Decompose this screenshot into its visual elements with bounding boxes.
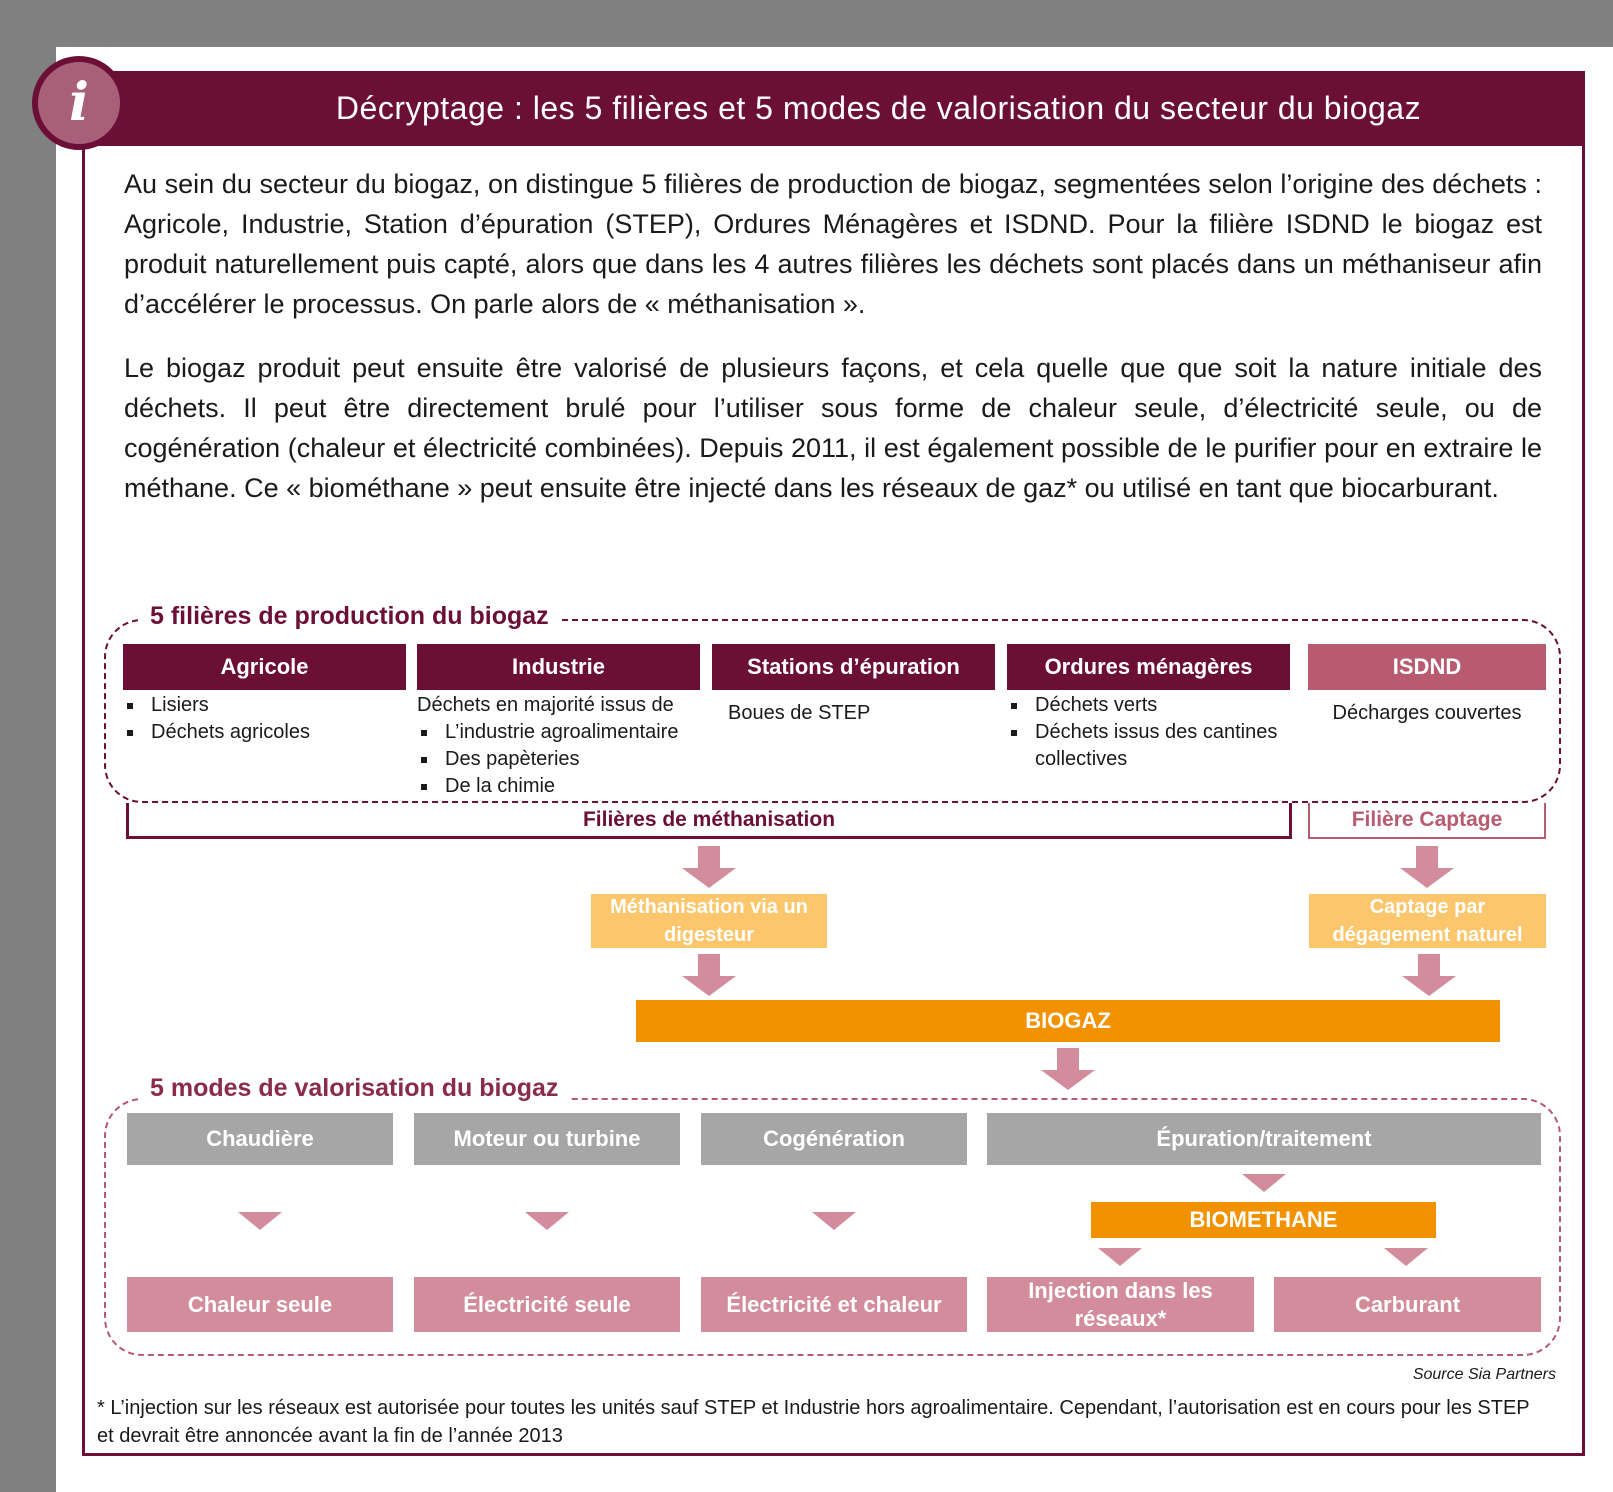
captage-label: Filière Captage (1351, 808, 1503, 831)
list-intro: Déchets en majorité issus de (417, 694, 674, 716)
filiere-header-agricole: Agricole (123, 644, 406, 690)
arrow-down-icon (1402, 954, 1456, 996)
captage-process-box: Captage par dégagement naturel (1309, 894, 1546, 948)
page-title: Décryptage : les 5 filières et 5 modes de valorisation du secteur du biogaz (335, 90, 1422, 126)
filiere-header-stations: Stations d’épuration (712, 644, 995, 690)
mode-cogeneration: Cogénération (701, 1113, 967, 1165)
output-electricite-chaleur: Électricité et chaleur (701, 1277, 967, 1332)
biogaz-box: BIOGAZ (636, 1000, 1500, 1042)
triangle-down-icon (525, 1212, 569, 1230)
list-item: Déchets verts (1007, 692, 1290, 719)
filiere-header-industrie: Industrie (417, 644, 700, 690)
mode-chaudiere: Chaudière (127, 1113, 393, 1165)
list-intro: Décharges couvertes (1332, 702, 1522, 724)
list-item: Lisiers (123, 692, 406, 719)
arrow-down-icon (1041, 1048, 1095, 1090)
list-intro: Boues de STEP (728, 702, 871, 724)
output-injection-reseaux: Injection dans les réseaux* (987, 1277, 1254, 1332)
intro-paragraph-2: Le biogaz produit peut ensuite être valorisé de plusieurs façons, et cela quelle que que soit la nature initiale des déchets. Il peut être directement brulé pour l’utiliser sous forme de chaleur seule, d’électricité seule, ou de cogénération (chaleur et électricité combinées). Depuis 2011, il est également possible de le purifier pour en extraire le méthane. Ce « biométhane » peut ensuite être injecté dans les réseaux de gaz* ou utilisé en tant que biocarburant. (124, 353, 1542, 503)
triangle-down-icon (812, 1212, 856, 1230)
output-electricite-seule: Électricité seule (414, 1277, 680, 1332)
info-icon: i (32, 56, 126, 150)
mode-epuration: Épuration/traitement (987, 1113, 1541, 1165)
source-note: Source Sia Partners (1412, 1366, 1556, 1383)
filiere-header-ordures: Ordures ménagères (1007, 644, 1290, 690)
arrow-down-icon (682, 954, 736, 996)
mode-moteur-turbine: Moteur ou turbine (414, 1113, 680, 1165)
methanisation-label: Filières de méthanisation (582, 807, 836, 831)
methanisation-process-box: Méthanisation via un digesteur (591, 894, 827, 948)
list-item: De la chimie (417, 773, 707, 800)
triangle-down-icon (1098, 1248, 1142, 1266)
output-chaleur-seule: Chaleur seule (127, 1277, 393, 1332)
list-item: Déchets issus des cantines collectives (1007, 719, 1290, 773)
production-section-title: 5 filières de production du biogaz (138, 602, 561, 631)
valorisation-section-title: 5 modes de valorisation du biogaz (138, 1074, 570, 1103)
list-item: Des papèteries (417, 746, 707, 773)
triangle-down-icon (1384, 1248, 1428, 1266)
arrow-down-icon (1400, 846, 1454, 888)
filiere-header-isdnd: ISDND (1308, 644, 1546, 690)
triangle-down-icon (238, 1212, 282, 1230)
list-item: L’industrie agroalimentaire (417, 719, 707, 746)
footnote: * L’injection sur les réseaux est autorisée pour toutes les unités sauf STEP et Industrie hors agroalimentaire. Cependant, l’autorisation est en cours pour les STEP et devrait être annoncée avant la fin de l’année 2013 (97, 1397, 1530, 1447)
list-item: Déchets agricoles (123, 719, 406, 746)
arrow-down-icon (682, 846, 736, 888)
triangle-down-icon (1242, 1174, 1286, 1192)
biomethane-box: BIOMETHANE (1091, 1202, 1436, 1238)
output-carburant: Carburant (1274, 1277, 1541, 1332)
intro-paragraph-1: Au sein du secteur du biogaz, on distingue 5 filières de production de biogaz, segmentées selon l’origine des déchets : Agricole, Industrie, Station d’épuration (STEP), Ordures Ménagères et ISDND. Pour la filière ISDND le biogaz est produit naturellement puis capté, alors que dans les 4 autres filières les déchets sont placés dans un méthaniseur afin d’accélérer le processus. On parle alors de « méthanisation ». (124, 169, 1542, 319)
